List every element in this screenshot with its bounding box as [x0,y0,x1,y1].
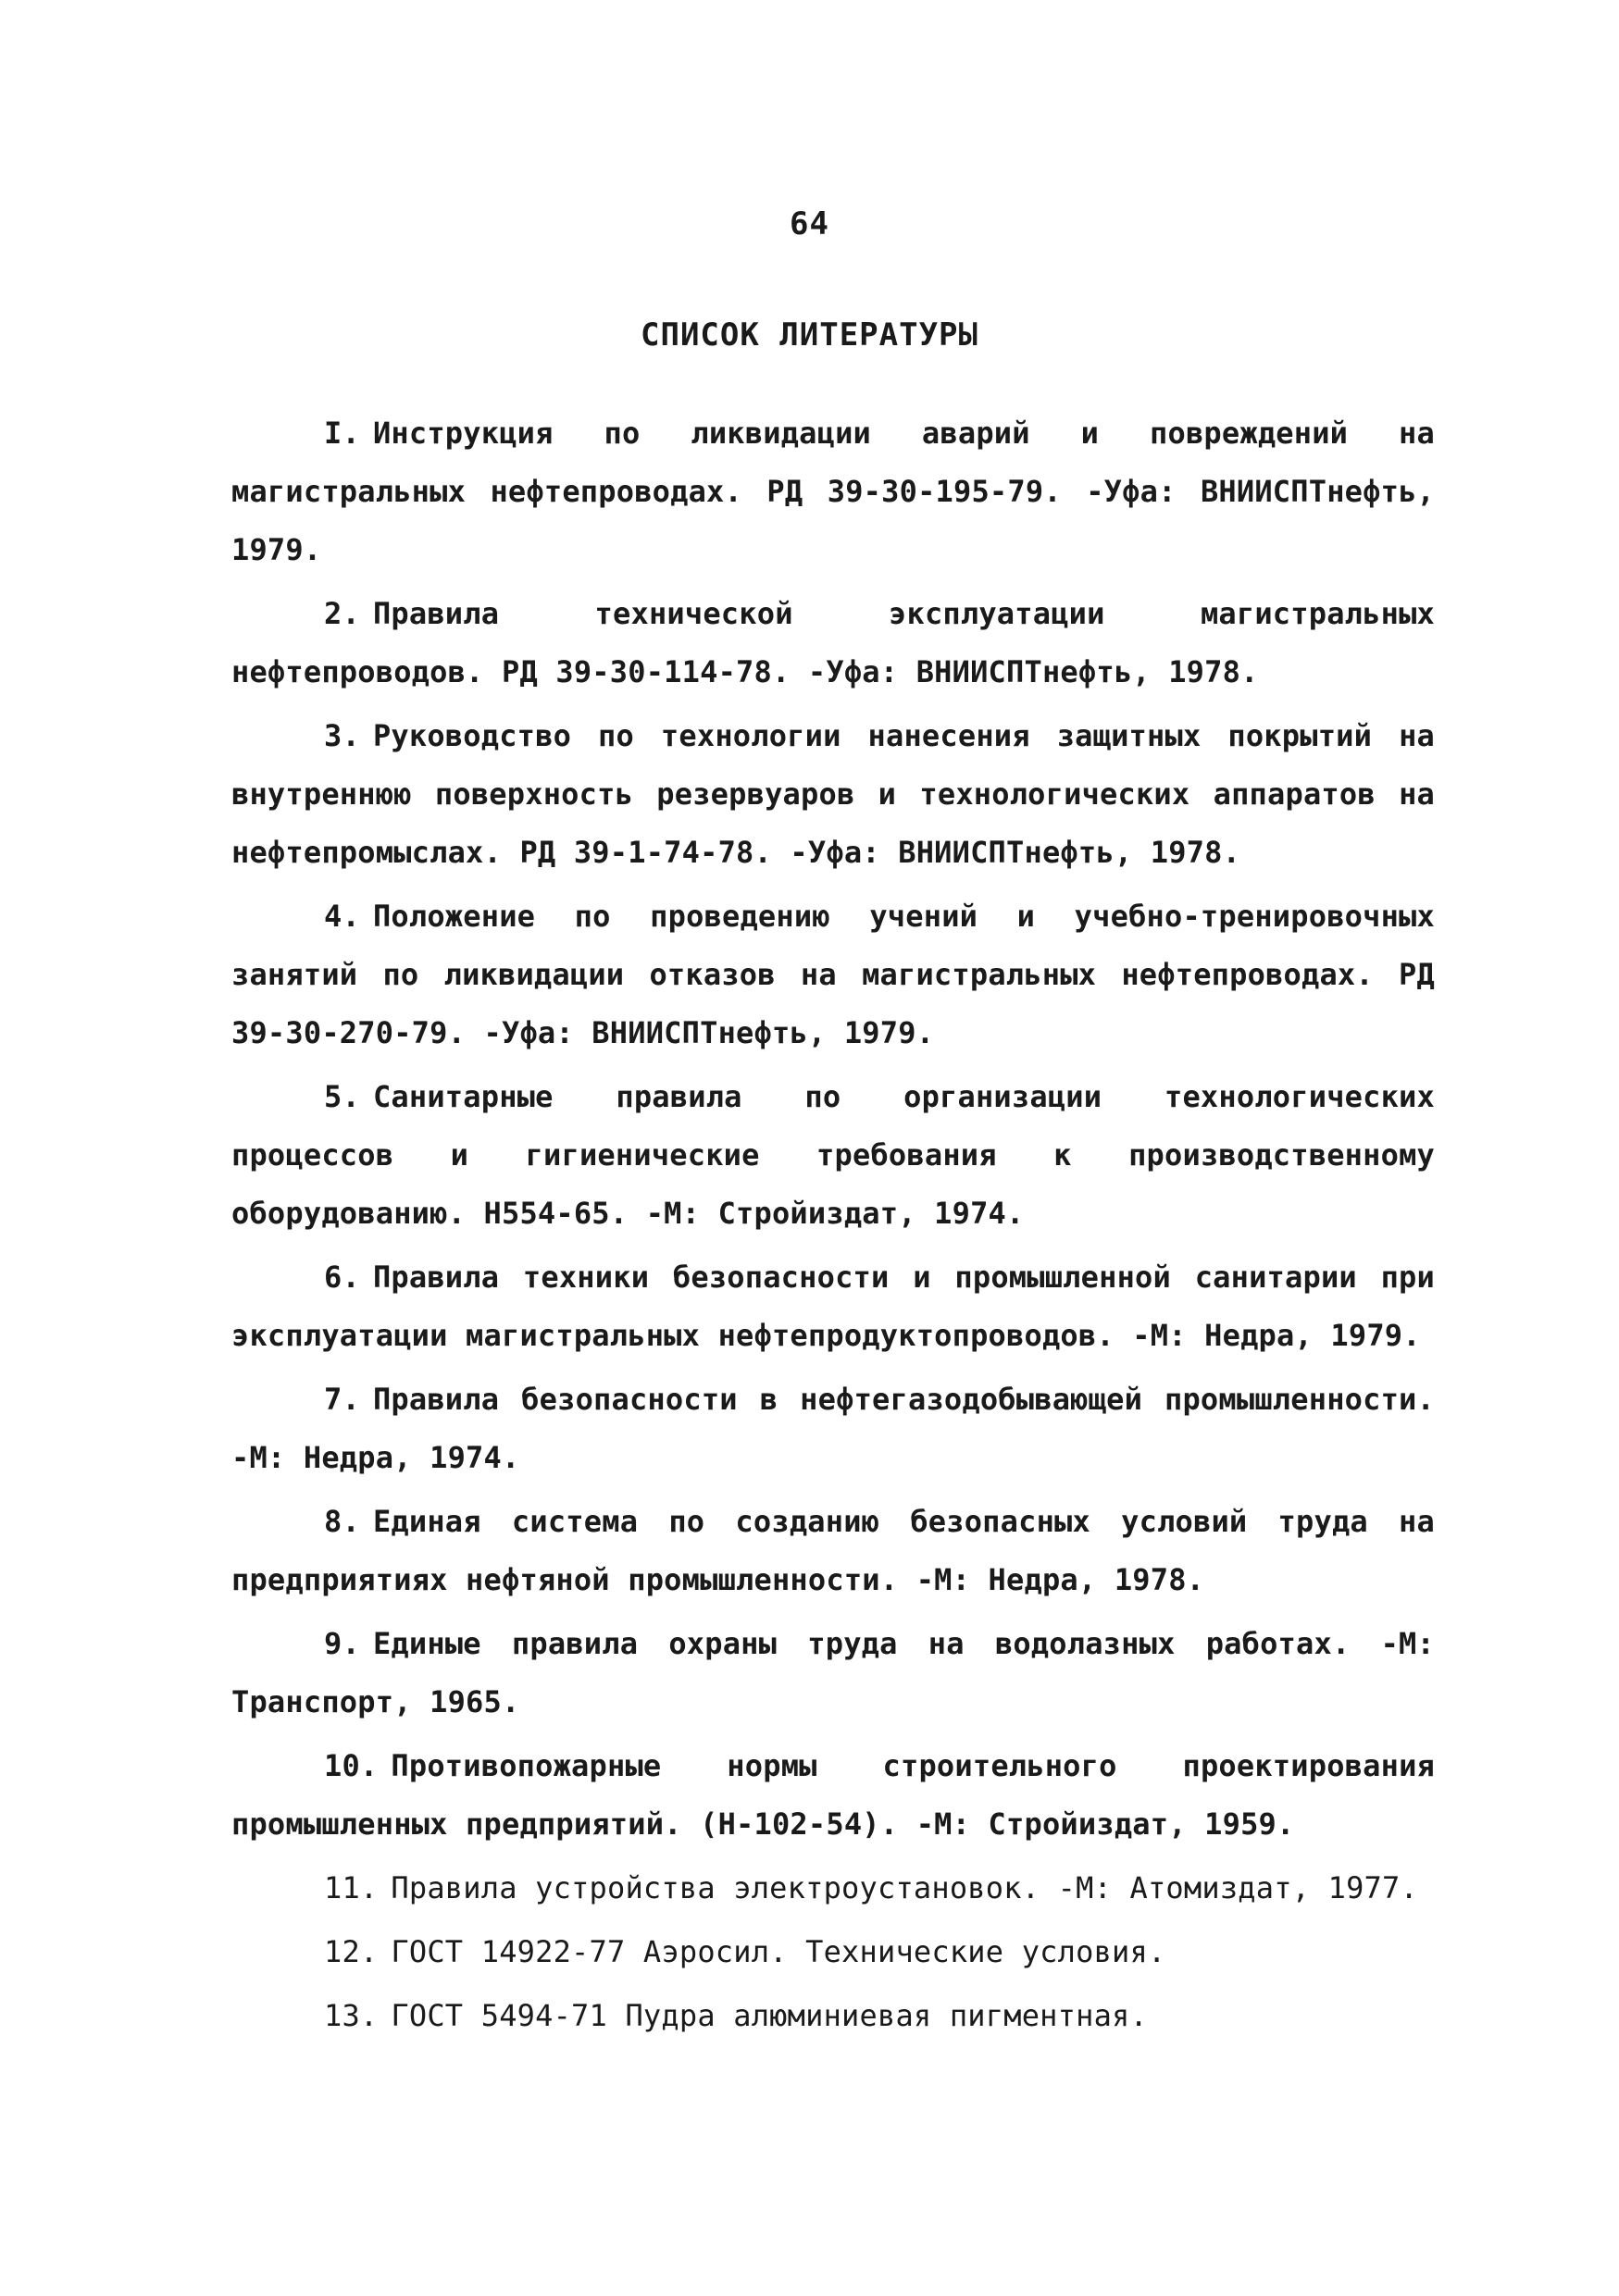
reference-text: ГОСТ 14922-77 Аэросил. Технические условия. [391,1934,1166,1969]
reference-text: Санитарные правила по организации технологических процессов и гигиенические требования к производственному оборудованию. Н554-65. -М: Стройиздат, 1974. [231,1079,1435,1231]
reference-text: ГОСТ 5494-71 Пудра алюминиевая пигментная. [391,1998,1148,2033]
reference-item-6 [231,1248,1435,1365]
reference-text: Правила устройства электроустановок. -М: Атомиздат, 1977. [391,1870,1418,1905]
reference-item-11 [231,1859,1435,1917]
reference-number: 9. [324,1626,360,1661]
reference-number: 5. [324,1079,360,1114]
reference-text: Правила техники безопасности и промышленной санитарии при эксплуатации магистральных нефтепродуктопроводов. -М: Недра, 1979. [231,1260,1435,1353]
reference-number: 12. [324,1934,379,1969]
reference-number: 13. [324,1998,379,2033]
reference-number: 7. [324,1382,360,1417]
reference-number: 6. [324,1260,360,1295]
reference-item-1 [231,404,1435,579]
reference-item-3 [231,707,1435,882]
reference-text: Правила безопасности в нефтегазодобывающей промышленности. -М: Недра, 1974. [231,1382,1435,1475]
reference-text: Единая система по созданию безопасных условий труда на предприятиях нефтяной промышленности. -М: Недра, 1978. [231,1504,1435,1597]
reference-item-2 [231,585,1435,701]
reference-number: 2. [324,596,360,631]
page-title: СПИСОК ЛИТЕРАТУРЫ [641,316,978,354]
reference-item-10 [231,1737,1435,1854]
reference-text: Единые правила охраны труда на водолазных работах. -М: Транспорт, 1965. [231,1626,1435,1719]
reference-item-4 [231,887,1435,1062]
reference-text: Руководство по технологии нанесения защитных покрытий на внутреннюю поверхность резервуаров и технологических аппаратов на нефтепромыслах. РД 39-1-74-78. -Уфа: ВНИИСПТнефть, 1978. [231,718,1435,870]
reference-item-12 [231,1923,1435,1981]
reference-item-8 [231,1493,1435,1609]
reference-number: I. [324,416,360,451]
reference-number: 11. [324,1870,379,1905]
reference-text: Правила технической эксплуатации магистральных нефтепроводов. РД 39-30-114-78. -Уфа: ВНИИСПТнефть, 1978. [231,596,1435,689]
reference-item-9 [231,1615,1435,1731]
reference-number: 4. [324,899,360,934]
reference-item-5 [231,1068,1435,1243]
reference-text: Противопожарные нормы строительного проектирования промышленных предприятий. (Н-102-54). -М: Стройиздат, 1959. [231,1748,1435,1842]
reference-list [231,404,1435,2051]
page-number: 64 [790,205,829,242]
reference-number: 8. [324,1504,360,1539]
reference-text: Инструкция по ликвидации аварий и повреждений на магистральных нефтепроводах. РД 39-30-195-79. -Уфа: ВНИИСПТнефть, 1979. [231,416,1435,567]
reference-number: 10. [324,1748,379,1783]
reference-item-13 [231,1987,1435,2045]
reference-number: 3. [324,718,360,753]
reference-item-7 [231,1371,1435,1487]
reference-text: Положение по проведению учений и учебно-тренировочных занятий по ликвидации отказов на магистральных нефтепроводах. РД 39-30-270-79. -Уфа: ВНИИСПТнефть, 1979. [231,899,1435,1050]
